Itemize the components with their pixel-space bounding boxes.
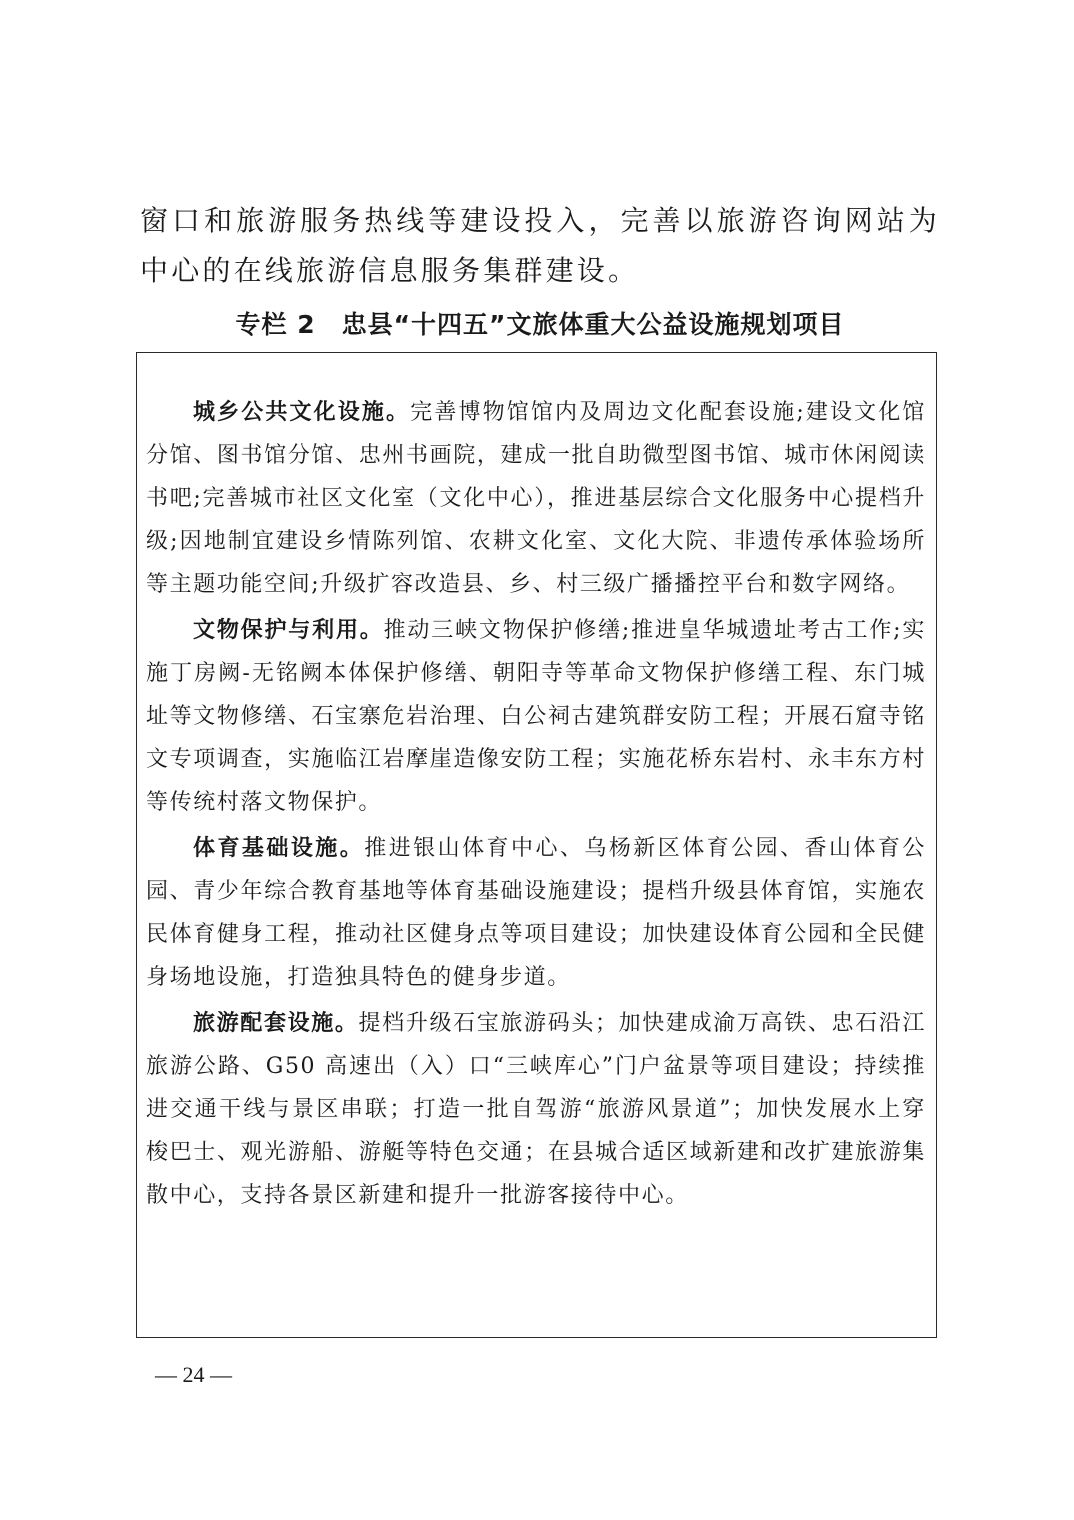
project-box <box>136 352 937 1338</box>
box-title <box>140 300 940 350</box>
box-title-text: 忠县“十四五”文旅体重大公益设施规划项目 <box>341 310 845 339</box>
section-body: 推动三峡文物保护修缮;推进皇华城遗址考古工作;实施丁房阙-无铭阙本体保护修缮、朝阳寺等革命文物保护修缮工程、东门城址等文物修缮、石宝寨危岩治理、白公祠古建筑群安防工程；开展石窟寺铭文专项调查，实施临江岩摩崖造像安防工程；实施花桥东岩村、永丰东方村等传统村落文物保护。 <box>146 618 926 815</box>
section-heritage-protection <box>146 609 926 824</box>
intro-paragraph <box>140 196 940 296</box>
section-heading: 城乡公共文化设施。 <box>193 400 411 425</box>
box-label: 专栏 2 <box>235 310 316 339</box>
section-heading: 体育基础设施。 <box>193 836 365 861</box>
intro-text: 窗口和旅游服务热线等建设投入，完善以旅游咨询网站为中心的在线旅游信息服务集群建设。 <box>140 204 940 287</box>
page-number: — 24 — <box>155 1362 232 1387</box>
section-heading: 文物保护与利用。 <box>193 618 384 643</box>
section-cultural-facilities <box>146 391 926 606</box>
section-body: 推进银山体育中心、乌杨新区体育公园、香山体育公园、青少年综合教育基地等体育基础设施建设；提档升级县体育馆，实施农民体育健身工程，推动社区健身点等项目建设；加快建设体育公园和全民健身场地设施，打造独具特色的健身步道。 <box>146 836 926 990</box>
box-content <box>146 391 926 1220</box>
section-tourism-facilities <box>146 1002 926 1217</box>
section-body: 完善博物馆馆内及周边文化配套设施;建设文化馆分馆、图书馆分馆、忠州书画院，建成一批自助微型图书馆、城市休闲阅读书吧;完善城市社区文化室（文化中心），推进基层综合文化服务中心提档升级;因地制宜建设乡情陈列馆、农耕文化室、文化大院、非遗传承体验场所等主题功能空间;升级扩容改造县、乡、村三级广播播控平台和数字网络。 <box>146 400 926 597</box>
section-body: 提档升级石宝旅游码头；加快建成渝万高铁、忠石沿江旅游公路、G50 高速出（入）口“三峡库心”门户盆景等项目建设；持续推进交通干线与景区串联；打造一批自驾游“旅游风景道”；加快发展水上穿梭巴士、观光游船、游艇等特色交通；在县城合适区域新建和改扩建旅游集散中心，支持各景区新建和提升一批游客接待中心。 <box>146 1011 926 1208</box>
section-sports-facilities <box>146 827 926 999</box>
section-heading: 旅游配套设施。 <box>193 1011 359 1036</box>
